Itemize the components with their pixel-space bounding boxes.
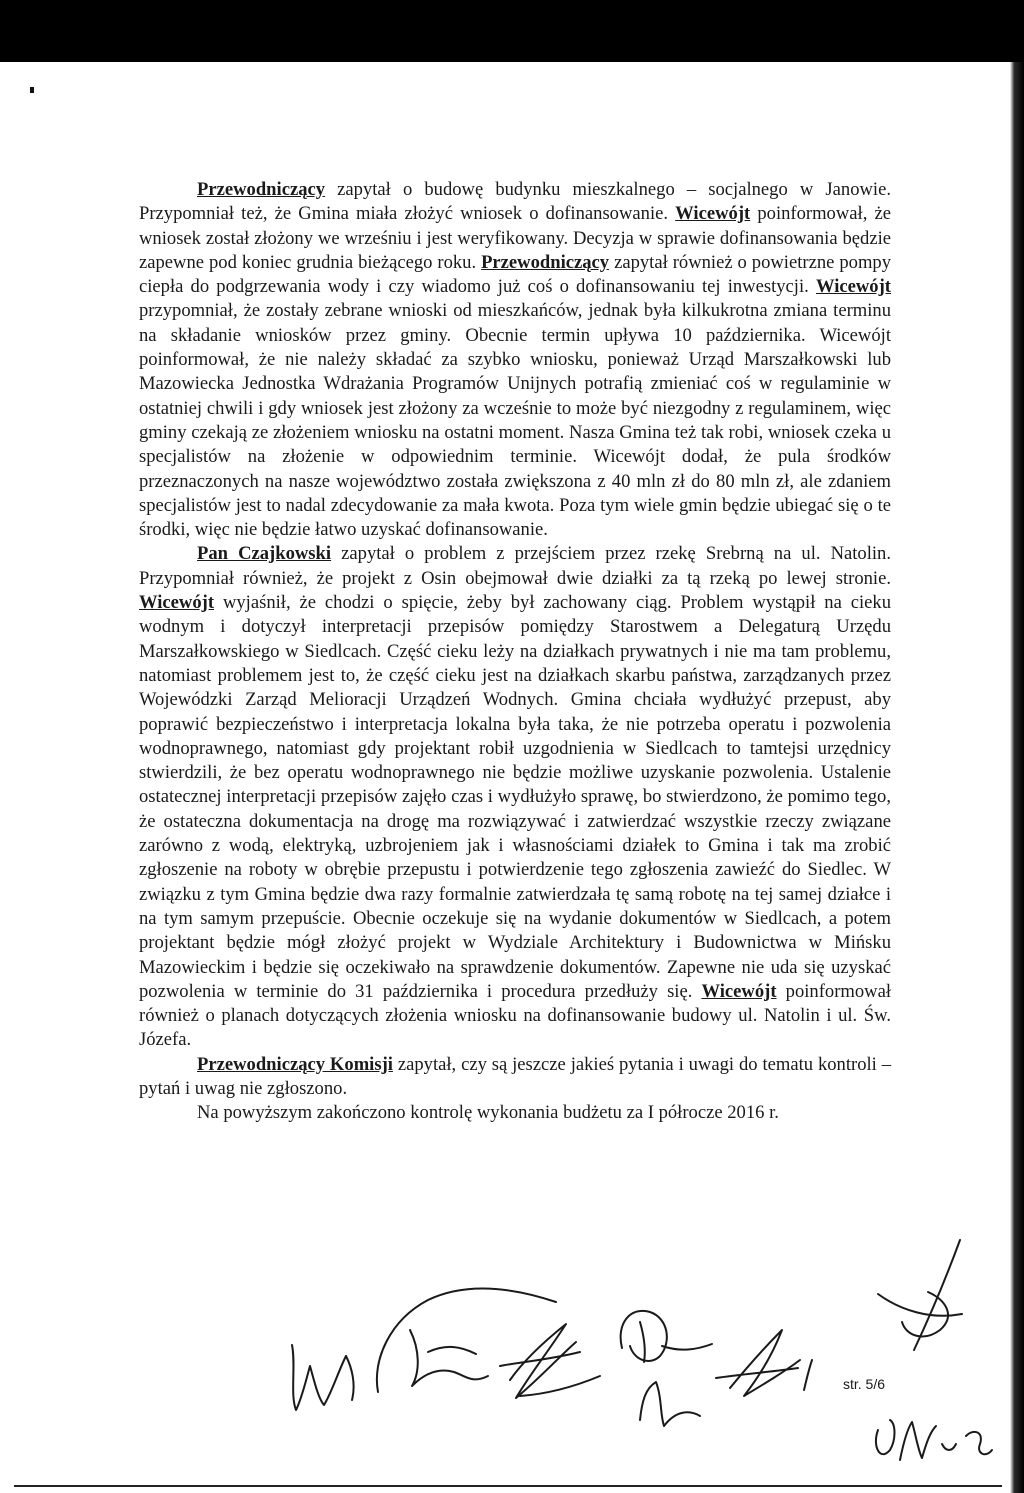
speaker-label: Wicewójt xyxy=(675,203,751,225)
page-number: str. 5/6 xyxy=(843,1376,886,1392)
scan-top-border xyxy=(0,0,1024,62)
signature-stroke xyxy=(428,1347,476,1354)
speaker-label: Pan Czajkowski xyxy=(197,543,332,565)
speaker-label: Przewodniczący xyxy=(197,179,326,200)
signature-stroke xyxy=(716,1368,798,1378)
signature-stroke xyxy=(730,1330,800,1396)
signature-stroke xyxy=(662,1344,712,1350)
signature-stroke xyxy=(902,1292,948,1336)
speaker-label: Przewodniczący Komisji xyxy=(197,1053,393,1075)
paragraph-text: zapytał o problem z przejściem przez rzekę Srebrną na ul. Natolin. Przypomniał również, że projekt z Osin obejmował dwie działki za tą rzeką po lewej stronie. xyxy=(139,543,892,589)
signature-stroke xyxy=(520,1376,600,1396)
signature-stroke xyxy=(346,1356,354,1400)
signature-stroke xyxy=(942,1444,956,1450)
speaker-label: Wicewójt xyxy=(815,276,891,298)
signature-stroke xyxy=(640,1322,645,1362)
paragraph-text: zapytał o budowę budynku mieszkalnego – socjalnego w Janowie. Przypomniał też, że Gmina miała złożyć wniosek o dofinansowanie. xyxy=(139,179,891,225)
signature-stroke xyxy=(621,1311,667,1361)
paragraph-text: wyjaśnił, że chodzi o spięcie, żeby był zachowany ciąg. Problem wystąpił na cieku wodnym i dotyczył interpretacji przepisów pomiędzy Starostwem a Delegaturą Urzędu Marszałkowskiego w Siedlcach. Część cieku leży na działkach prywatnych i nie ma tam problemu, natomiast problemem jest to, że część cieku jest na działkach skarbu państwa, zarządzanych przez Wojewódzki Zarząd Melioracji Urządzeń Wodnych. Gmina chciała wydłużyć przepust, aby poprawić bezpieczeństwo i interpretacja lokalna była taka, że nie potrzeba operatu i pozwolenia wodnoprawnego, natomiast gdy projektant robił uzgodnienia w Siedlcach to tamtejsi urzędnicy stwierdzili, że bez operatu wodnoprawnego nie będzie możliwe uzyskanie pozwolenia. Ustalenie ostatecznej interpretacji przepisów zajęło czas i wydłużyło sprawę, bo stwierdzono, że pomimo tego, że ostateczna dokumentacja na drogę ma rozwiązywać i zatwierdzać wszystkie rzeczy związane zarówno z wodą, elektryką, uzbrojeniem jak i własnościami działek to Gmina i tak ma zrobić zgłoszenie na roboty w obrębie przepustu i potwierdzenie tego zgłoszenia zawieźć do Siedlec. W związku z tym Gmina będzie dwa razy formalnie zatwierdzała tę samą robotę na tej samej działce i na tym samym przepuście. Obecnie oczekuje się na wydanie dokumentów w Siedlcach, a potem projektant będzie mógł złożyć projekt w Wydziale Architektury i Budownictwa w Mińsku Mazowieckim i będzie się oczekiwało na sprawdzenie dokumentów. Zapewne nie uda się uzyskać pozwolenia w terminie do 31 października i procedura przedłuży się. xyxy=(139,592,891,1002)
speaker-label: Wicewójt xyxy=(701,980,777,1002)
paragraph-text: poinformował również o planach dotyczących złożenia wniosku na dofinansowanie budowy ul. Natolin i ul. Św. Józefa. xyxy=(139,980,891,1051)
speaker-label: Wicewójt xyxy=(139,592,215,614)
signature-stroke xyxy=(410,1330,488,1386)
signature-stroke xyxy=(900,1422,936,1460)
speaker-label: Przewodniczący xyxy=(481,251,610,273)
signature-stroke xyxy=(640,1382,700,1426)
signature-stroke xyxy=(966,1432,992,1454)
signature-stroke xyxy=(292,1345,346,1410)
signature-stroke xyxy=(914,1240,960,1350)
paragraph-text: przypomniał, że zostały zebrane wnioski od mieszkańców, jednak była kilkukrotna zmiana terminu na składanie wniosków przez gminy. Obecnie termin upływa 10 października. Wicewójt poinformował, że nie należy składać za szybko wniosku, ponieważ Urząd Marszałkowski lub Mazowiecka Jednostka Wdrażania Programów Unijnych potrafią zmieniać coś w regulaminie w ostatniej chwili i gdy wniosek jest złożony za wcześnie to może być niezgodny z regulaminem, więc gminy czekają ze złożeniem wniosku na ostatni moment. Nasza Gmina też tak robi, wniosek czeka u specjalistów na złożenie w odpowiednim terminie. Wicewójt dodał, że pula środków przeznaczonych na nasze województwo została zwiększona z 40 mln zł do 80 mln zł, ale zdaniem specjalistów jest to nadal zdecydowanie za mała kwota. Poza tym wiele gmin będzie ubiegać się o te środki, więc nie będzie łatwo uzyskać dofinansowanie. xyxy=(139,300,891,541)
document-body xyxy=(139,178,891,1126)
scan-bottom-border xyxy=(14,1485,1002,1487)
signature-stroke xyxy=(510,1324,576,1398)
paragraph-text: zapytał, czy są jeszcze jakieś pytania i uwagi do tematu kontroli – pytań i uwag nie zgłoszono. xyxy=(139,1053,892,1099)
scan-right-border xyxy=(1010,62,1024,1493)
paragraph-river-crossing xyxy=(139,542,891,1052)
signature-stroke xyxy=(876,1420,895,1454)
paragraph-bridge-questions-1 xyxy=(139,178,891,542)
signature-stroke xyxy=(804,1360,812,1390)
signature-stroke xyxy=(377,1289,556,1392)
signature-stroke xyxy=(500,1352,580,1366)
paragraph-text: poinformował, że wniosek został złożony we wrześniu i jest weryfikowany. Decyzja w sprawie dofinansowania będzie zapewne pod koniec grudnia bieżącego roku. xyxy=(139,203,891,273)
paragraph-closing-questions xyxy=(139,1053,891,1102)
signature-stroke xyxy=(878,1294,962,1316)
closing-statement: Na powyższym zakończono kontrolę wykonania budżetu za I półrocze 2016 r. xyxy=(197,1102,779,1124)
paragraph-text: zapytał również o powietrzne pompy ciepła do podgrzewania wody i czy wiadomo już coś o dofinansowaniu tej inwestycji. xyxy=(139,251,891,298)
scan-artifact-dot xyxy=(30,87,34,93)
